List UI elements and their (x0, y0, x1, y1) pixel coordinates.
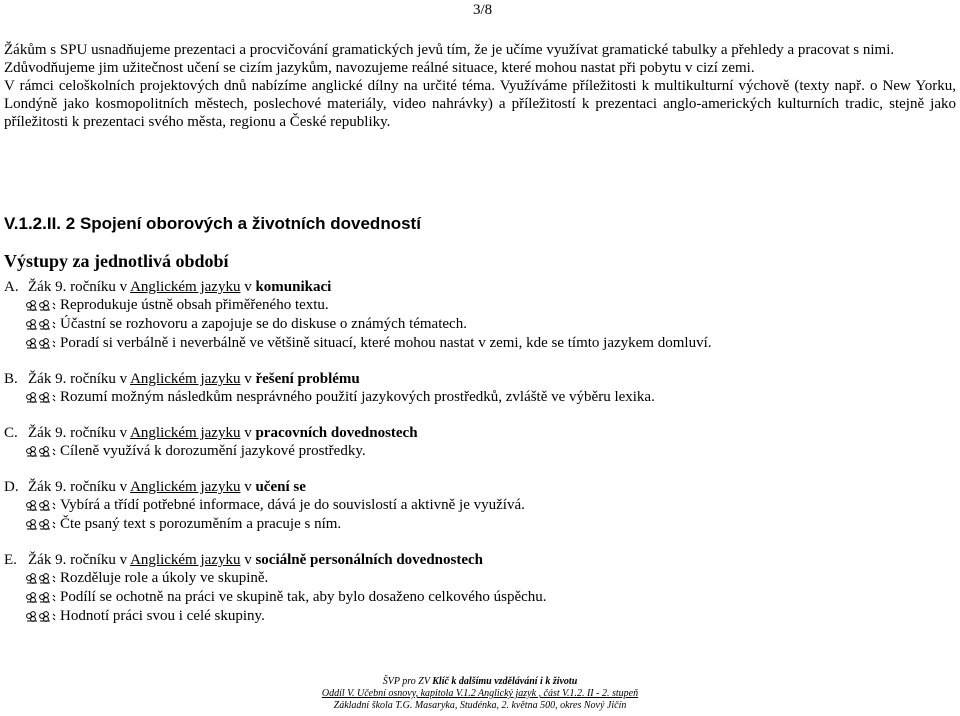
outputs-heading: Výstupy za jednotlivá období (4, 251, 229, 271)
flower-bullet-icon (4, 590, 60, 605)
group-joiner: v (240, 479, 256, 495)
footer-line-2: Oddíl V. Učební osnovy, kapitola V.1.2 Anglický jazyk , část V.1.2. II - 2. stupeň (321, 688, 639, 699)
list-item (4, 315, 954, 334)
group-joiner: v (240, 371, 256, 387)
group-subject: Anglickém jazyku (130, 279, 241, 295)
output-group (4, 478, 954, 534)
flower-bullet-icon (4, 390, 60, 405)
output-group-heading (4, 478, 954, 496)
footer-line-3: Základní škola T.G. Masaryka, Studénka, 2. května 500, okres Nový Jičín (333, 700, 627, 711)
group-grade: Žák 9. ročníku v (28, 552, 131, 568)
outputs-groups (4, 278, 954, 643)
group-letter: C. (4, 425, 18, 441)
group-area: sociálně personálních dovednostech (255, 552, 483, 568)
list-item-text: Poradí si verbálně i neverbálně ve většině situací, které mohou nastat v zemi, kde se tímto jazykem domluví. (60, 335, 712, 351)
flower-bullet-icon (4, 317, 60, 332)
flower-bullet-icon (4, 298, 60, 313)
list-item (4, 496, 954, 515)
output-group (4, 551, 954, 626)
list-item-text: Rozděluje role a úkoly ve skupině. (60, 570, 269, 586)
group-joiner: v (240, 425, 256, 441)
group-letter: E. (4, 552, 17, 568)
group-grade: Žák 9. ročníku v (28, 371, 131, 387)
intro-paragraph: Zdůvodňujeme jim užitečnost učení se cizím jazykům, navozujeme reálné situace, které mohou nastat při pobytu v cizí zemi. (4, 60, 755, 76)
group-joiner: v (240, 552, 256, 568)
list-item-text: Podílí se ochotně na práci ve skupině tak, aby bylo dosaženo celkového úspěchu. (60, 589, 547, 605)
section-title (4, 214, 421, 234)
list-item (4, 569, 954, 588)
section-name: 2 Spojení oborových a životních dovedností (65, 214, 421, 233)
group-letter: D. (4, 479, 19, 495)
section-number: V.1.2.II. (4, 214, 62, 233)
group-joiner: v (240, 279, 256, 295)
group-subject: Anglickém jazyku (130, 479, 241, 495)
flower-bullet-icon (4, 517, 60, 532)
page-footer (240, 676, 720, 712)
list-item (4, 515, 954, 534)
group-letter: B. (4, 371, 18, 387)
list-item (4, 442, 954, 461)
output-group (4, 278, 954, 353)
group-subject: Anglickém jazyku (130, 552, 241, 568)
footer-line-1 (240, 676, 720, 688)
list-item-text: Čte psaný text s porozuměním a pracuje s ním. (60, 516, 342, 532)
list-item-text: Hodnotí práci svou i celé skupiny. (60, 608, 265, 624)
group-letter: A. (4, 279, 19, 295)
list-item (4, 296, 954, 315)
group-grade: Žák 9. ročníku v (28, 479, 131, 495)
group-area: komunikaci (255, 279, 332, 295)
output-group (4, 370, 954, 407)
list-item (4, 607, 954, 626)
list-item (4, 388, 954, 407)
intro-text (4, 41, 956, 131)
flower-bullet-icon (4, 498, 60, 513)
footer-program: ŠVP pro ZV (382, 676, 433, 687)
output-group-heading (4, 424, 954, 442)
group-grade: Žák 9. ročníku v (28, 425, 131, 441)
flower-bullet-icon (4, 336, 60, 351)
flower-bullet-icon (4, 571, 60, 586)
group-area: řešení problému (255, 371, 360, 387)
list-item-text: Rozumí možným následkům nesprávného použití jazykových prostředků, zvláště ve výběru lexika. (60, 389, 655, 405)
flower-bullet-icon (4, 609, 60, 624)
list-item-text: Cíleně využívá k dorozumění jazykové prostředky. (60, 443, 366, 459)
group-area: učení se (255, 479, 306, 495)
group-area: pracovních dovednostech (255, 425, 418, 441)
group-grade: Žák 9. ročníku v (28, 279, 131, 295)
output-group (4, 424, 954, 461)
group-subject: Anglickém jazyku (130, 425, 241, 441)
intro-paragraph: V rámci celoškolních projektových dnů nabízíme anglické dílny na určité téma. Využíváme příležitosti k multikulturní výchově (texty např. o New Yorku, Londýně jako kosmopolitních městech, poslechové materiály, video nahrávky) a příležitostí k prezentaci anglo-amerických kulturních tradic, stejně jako příležitosti k prezentaci svého města, regionu a České republiky. (4, 78, 956, 130)
list-item (4, 334, 954, 353)
output-group-heading (4, 370, 954, 388)
list-item (4, 588, 954, 607)
list-item-text: Vybírá a třídí potřebné informace, dává je do souvislostí a aktivně je využívá. (60, 497, 525, 513)
group-subject: Anglickém jazyku (130, 371, 241, 387)
output-group-heading (4, 278, 954, 296)
list-item-text: Účastní se rozhovoru a zapojuje se do diskuse o známých tématech. (60, 316, 467, 332)
page-number: 3/8 (473, 2, 493, 18)
list-item-text: Reprodukuje ústně obsah přiměřeného textu. (60, 297, 329, 313)
intro-paragraph: Žákům s SPU usnadňujeme prezentaci a procvičování gramatických jevů tím, že je učíme využívat gramatické tabulky a přehledy a pracovat s nimi. (4, 42, 895, 58)
output-group-heading (4, 551, 954, 569)
flower-bullet-icon (4, 444, 60, 459)
footer-motto: Klíč k dalšímu vzdělávání i k životu (432, 676, 578, 687)
